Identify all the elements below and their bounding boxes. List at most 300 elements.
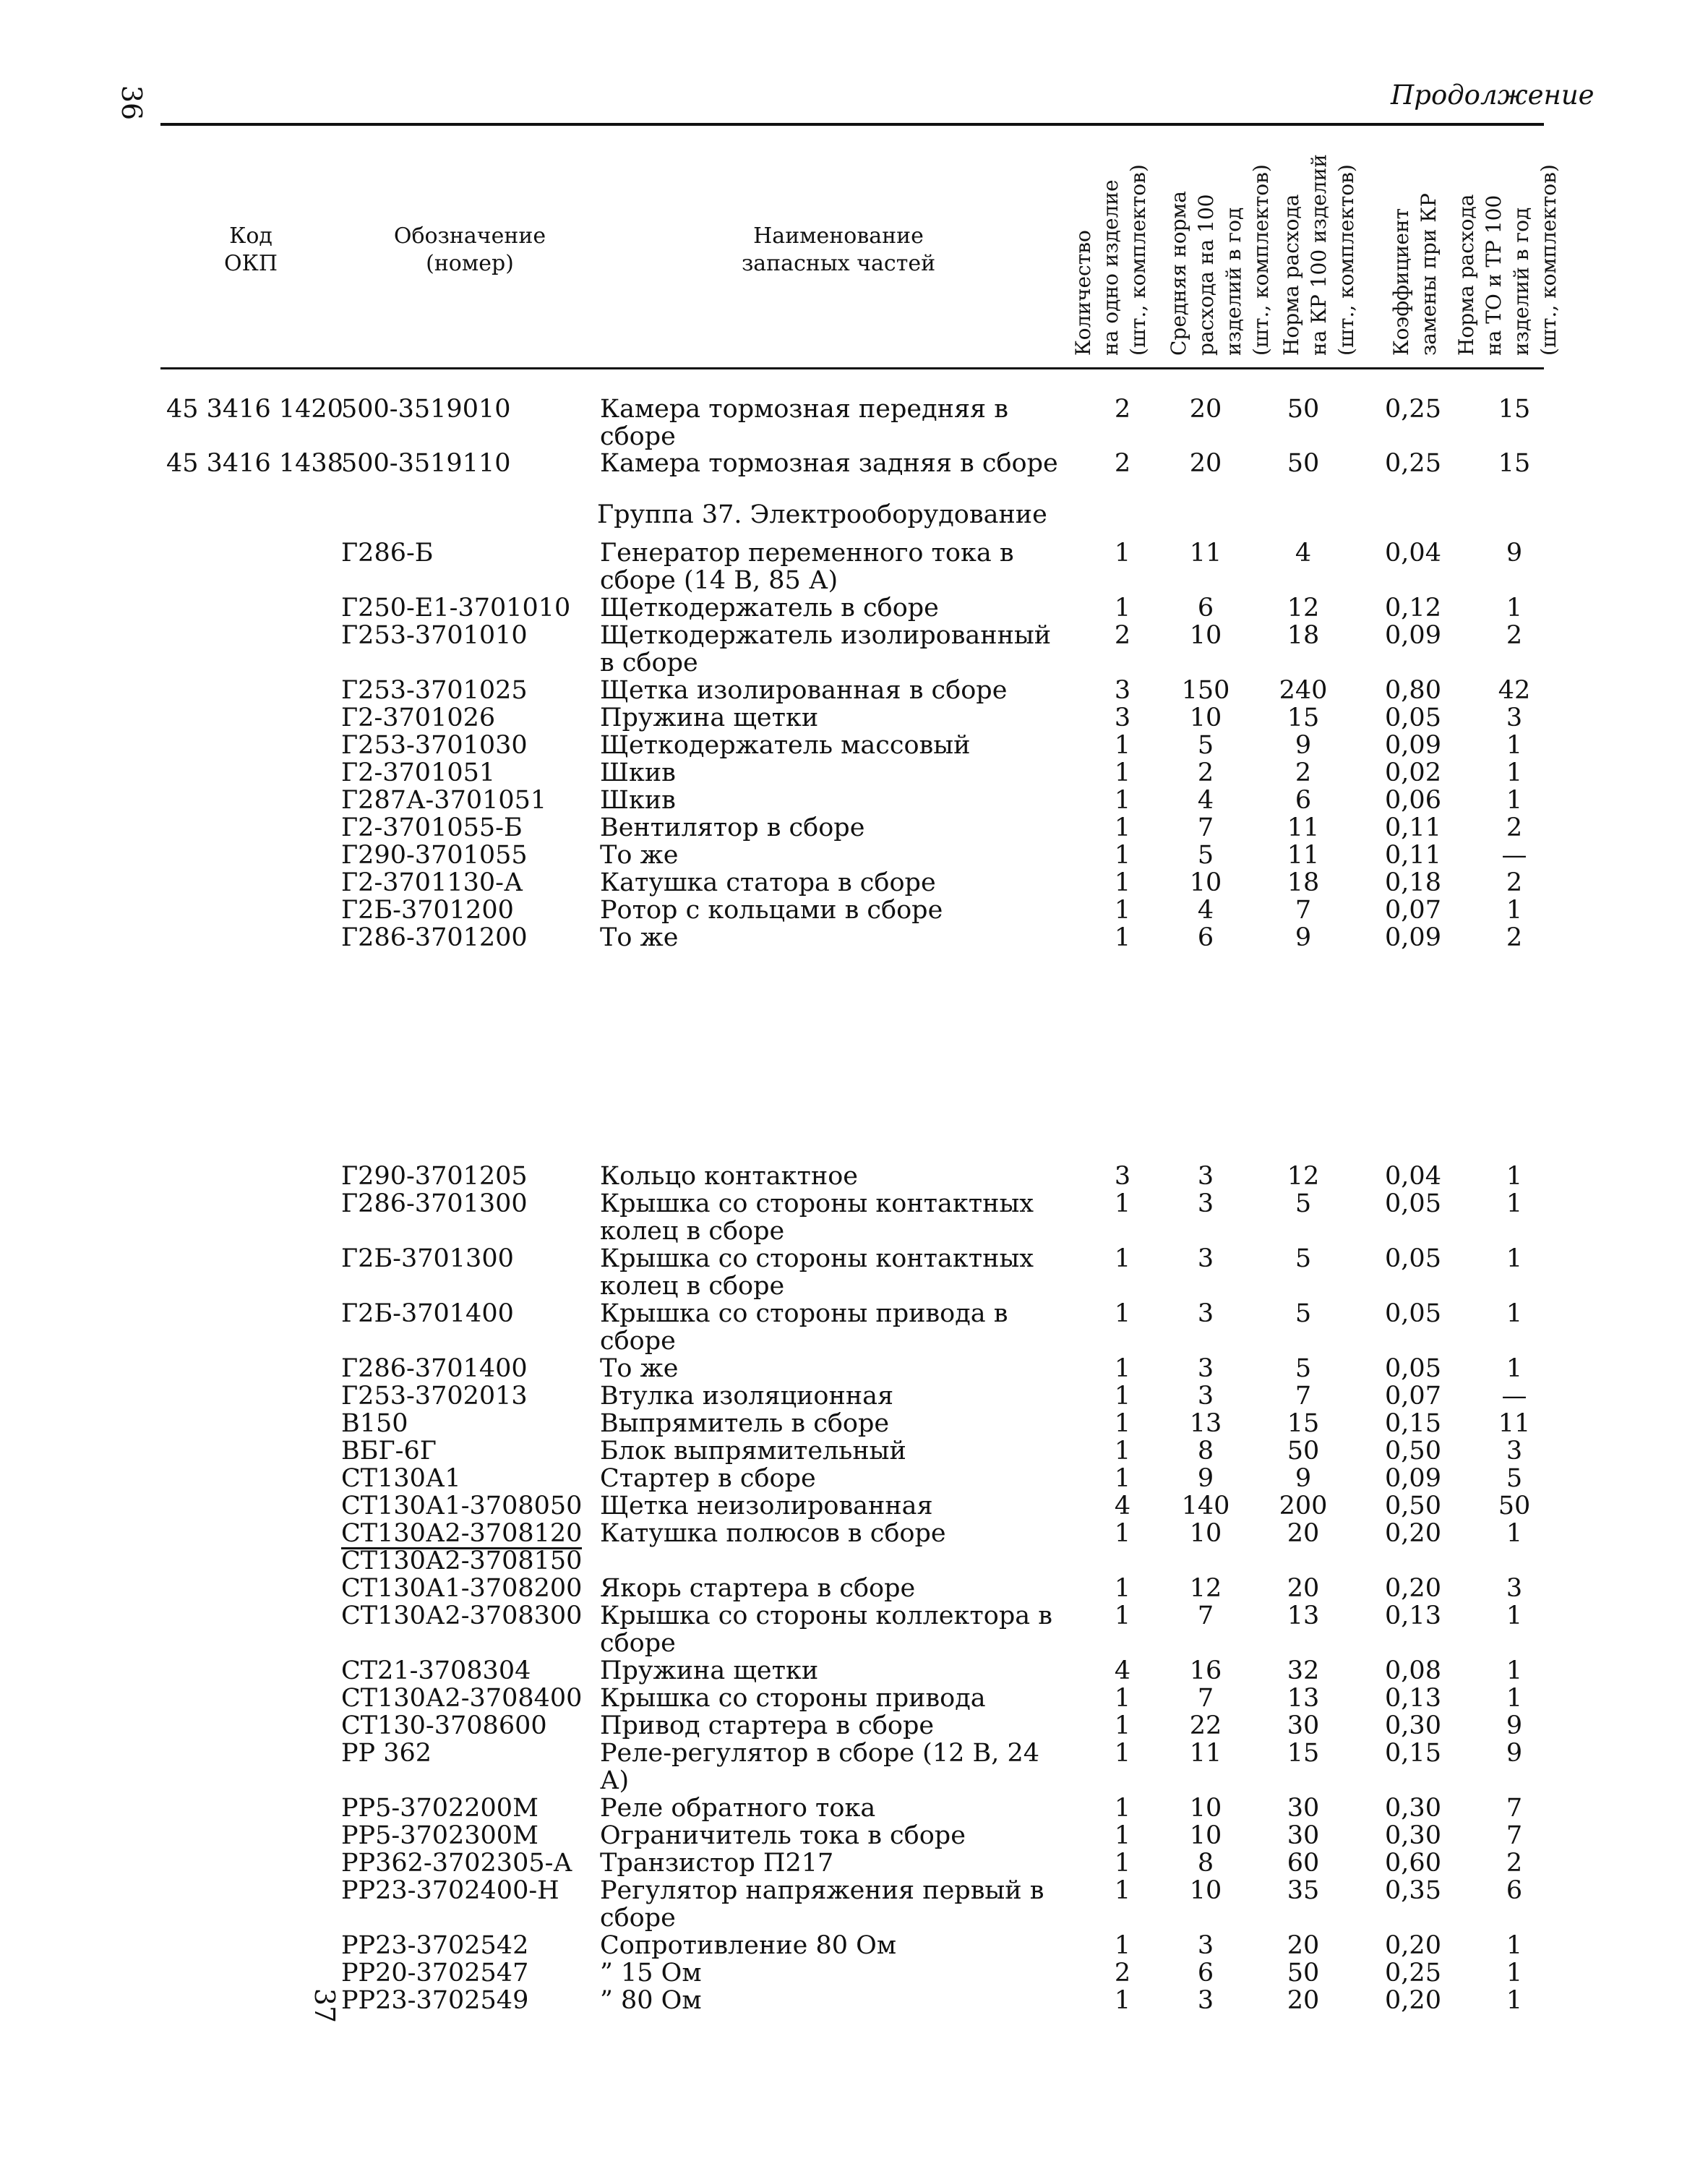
cell-designation: ВБГ-6Г xyxy=(341,1437,437,1466)
cell-name: Крышка со стороны привода xyxy=(600,1684,986,1713)
cell-qty: 1 xyxy=(1114,1299,1131,1328)
cell-kr-norm: 5 xyxy=(1295,1189,1312,1218)
cell-avg-norm: 7 xyxy=(1197,1684,1214,1713)
cell-coef: 0,11 xyxy=(1385,841,1441,870)
cell-kr-norm: 9 xyxy=(1295,923,1312,952)
cell-to-norm: 3 xyxy=(1506,1437,1523,1466)
cell-name: Регулятор напряжения первый в сборе xyxy=(600,1876,1044,1933)
cell-avg-norm: 3 xyxy=(1197,1931,1214,1960)
cell-qty: 1 xyxy=(1114,1601,1131,1630)
cell-name: Втулка изоляционная xyxy=(600,1382,894,1411)
cell-qty: 1 xyxy=(1114,1189,1131,1218)
cell-to-norm: 1 xyxy=(1506,731,1523,760)
cell-avg-norm: 11 xyxy=(1189,1739,1222,1768)
cell-designation: Г2-3701026 xyxy=(341,703,496,732)
cell-to-norm: 7 xyxy=(1506,1794,1523,1823)
cell-avg-norm: 2 xyxy=(1197,758,1214,787)
cell-avg-norm: 11 xyxy=(1189,539,1222,568)
cell-coef: 0,50 xyxy=(1385,1492,1441,1520)
cell-designation: В150 xyxy=(341,1409,408,1438)
cell-name: Якорь стартера в сборе xyxy=(600,1574,916,1603)
cell-designation: СТ130А2-3708400 xyxy=(341,1684,583,1713)
cell-coef: 0,08 xyxy=(1385,1656,1441,1685)
cell-qty: 1 xyxy=(1114,841,1131,870)
cell-kr-norm: 20 xyxy=(1287,1931,1320,1960)
cell-coef: 0,05 xyxy=(1385,1244,1441,1273)
cell-kr-norm: 20 xyxy=(1287,1519,1320,1548)
cell-qty: 1 xyxy=(1114,1821,1131,1850)
cell-name: Выпрямитель в сборе xyxy=(600,1409,890,1438)
cell-coef: 0,09 xyxy=(1385,923,1441,952)
cell-coef: 0,07 xyxy=(1385,1382,1441,1411)
cell-coef: 0,06 xyxy=(1385,786,1441,815)
cell-coef: 0,07 xyxy=(1385,896,1441,925)
header-name-line: запасных частей xyxy=(741,251,936,276)
cell-qty: 1 xyxy=(1114,868,1131,897)
cell-qty: 1 xyxy=(1114,731,1131,760)
cell-to-norm: 1 xyxy=(1506,1656,1523,1685)
cell-coef: 0,05 xyxy=(1385,1189,1441,1218)
header-coef-line: Коэффициент xyxy=(1389,208,1413,356)
header-to-norm-line: изделий в год xyxy=(1509,207,1533,356)
cell-name: Шкив xyxy=(600,758,676,787)
cell-to-norm: 5 xyxy=(1506,1464,1523,1493)
cell-qty: 1 xyxy=(1114,539,1131,568)
cell-kr-norm: 30 xyxy=(1287,1821,1320,1850)
cell-qty: 1 xyxy=(1114,813,1131,842)
cell-designation: РР23-3702542 xyxy=(341,1931,529,1960)
header-avg-norm-line: изделий в год xyxy=(1222,207,1245,356)
cell-avg-norm: 10 xyxy=(1189,703,1222,732)
cell-qty: 1 xyxy=(1114,1876,1131,1905)
cell-name: Транзистор П217 xyxy=(600,1849,834,1878)
cell-coef: 0,11 xyxy=(1385,813,1441,842)
header-avg-norm-line: (шт., комплектов) xyxy=(1249,164,1273,356)
cell-to-norm: 7 xyxy=(1506,1821,1523,1850)
cell-to-norm: 1 xyxy=(1506,1189,1523,1218)
cell-designation: РР362-3702305-А xyxy=(341,1849,572,1878)
header-qty-line: (шт., комплектов) xyxy=(1126,164,1150,356)
cell-kr-norm: 35 xyxy=(1287,1876,1320,1905)
cell-name: Шкив xyxy=(600,786,676,815)
cell-coef: 0,20 xyxy=(1385,1574,1441,1603)
cell-name: То же xyxy=(600,923,679,952)
cell-kr-norm: 240 xyxy=(1279,676,1328,705)
cell-designation: Г287А-3701051 xyxy=(341,786,547,815)
cell-name: Реле-регулятор в сборе (12 В, 24 А) xyxy=(600,1739,1040,1795)
cell-code: 45 3416 1438 xyxy=(166,449,343,478)
cell-name: Стартер в сборе xyxy=(600,1464,816,1493)
cell-qty: 1 xyxy=(1114,1931,1131,1960)
cell-kr-norm: 6 xyxy=(1295,786,1312,815)
cell-coef: 0,04 xyxy=(1385,1162,1441,1191)
cell-qty: 4 xyxy=(1114,1656,1131,1685)
cell-to-norm: 1 xyxy=(1506,786,1523,815)
cell-avg-norm: 10 xyxy=(1189,1519,1222,1548)
header-qty-line: Количество xyxy=(1071,230,1095,356)
cell-qty: 1 xyxy=(1114,1986,1131,2015)
header-to-norm xyxy=(1453,140,1563,356)
cell-coef: 0,04 xyxy=(1385,539,1441,568)
cell-qty: 1 xyxy=(1114,1684,1131,1713)
cell-avg-norm: 3 xyxy=(1197,1986,1214,2015)
header-designation-line: (номер) xyxy=(426,251,514,276)
cell-designation: 500-3519110 xyxy=(341,449,511,478)
cell-qty: 4 xyxy=(1114,1492,1131,1520)
cell-coef: 0,30 xyxy=(1385,1794,1441,1823)
cell-designation: Г250-Е1-3701010 xyxy=(341,594,571,623)
cell-avg-norm: 3 xyxy=(1197,1244,1214,1273)
cell-to-norm: 15 xyxy=(1498,395,1531,424)
cell-kr-norm: 60 xyxy=(1287,1849,1320,1878)
cell-qty: 1 xyxy=(1114,896,1131,925)
cell-to-norm: 1 xyxy=(1506,896,1523,925)
cell-avg-norm: 10 xyxy=(1189,868,1222,897)
cell-kr-norm: 20 xyxy=(1287,1986,1320,2015)
cell-coef: 0,15 xyxy=(1385,1409,1441,1438)
header-to-norm-line: Норма расхода xyxy=(1454,194,1478,356)
cell-avg-norm: 7 xyxy=(1197,1601,1214,1630)
cell-name: Щетка изолированная в сборе xyxy=(600,676,1008,705)
cell-to-norm: 1 xyxy=(1506,1299,1523,1328)
cell-kr-norm: 50 xyxy=(1287,1437,1320,1466)
cell-avg-norm: 5 xyxy=(1197,731,1214,760)
cell-kr-norm: 5 xyxy=(1295,1354,1312,1383)
cell-to-norm: 1 xyxy=(1506,1931,1523,1960)
cell-kr-norm: 50 xyxy=(1287,1959,1320,1988)
cell-kr-norm: 4 xyxy=(1295,539,1312,568)
header-avg-norm xyxy=(1165,142,1275,356)
cell-qty: 1 xyxy=(1114,786,1131,815)
cell-designation: РР5-3702200М xyxy=(341,1794,538,1823)
cell-designation: Г2Б-3701300 xyxy=(341,1244,514,1273)
header-to-norm-line: на ТО и ТР 100 xyxy=(1482,194,1506,356)
header-kr-norm xyxy=(1278,143,1360,356)
cell-avg-norm: 3 xyxy=(1197,1189,1214,1218)
cell-kr-norm: 5 xyxy=(1295,1244,1312,1273)
cell-name: Камера тормозная передняя в сборе xyxy=(600,395,1008,451)
cell-coef: 0,09 xyxy=(1385,731,1441,760)
cell-designation: Г253-3701010 xyxy=(341,621,528,650)
cell-coef: 0,13 xyxy=(1385,1684,1441,1713)
cell-code: 45 3416 1420 xyxy=(166,395,343,424)
cell-kr-norm: 13 xyxy=(1287,1684,1320,1713)
cell-avg-norm: 3 xyxy=(1197,1299,1214,1328)
cell-kr-norm: 11 xyxy=(1287,841,1320,870)
cell-name: Блок выпрямительный xyxy=(600,1437,906,1466)
cell-avg-norm: 6 xyxy=(1197,594,1214,623)
cell-coef: 0,20 xyxy=(1385,1519,1441,1548)
cell-avg-norm: 6 xyxy=(1197,923,1214,952)
cell-designation: СТ130А2-3708120 xyxy=(341,1519,583,1548)
cell-designation: Г286-3701300 xyxy=(341,1189,528,1218)
cell-coef: 0,09 xyxy=(1385,621,1441,650)
cell-avg-norm: 13 xyxy=(1189,1409,1222,1438)
cell-qty: 1 xyxy=(1114,1382,1131,1411)
cell-designation: СТ130А2-3708300 xyxy=(341,1601,583,1630)
cell-qty: 1 xyxy=(1114,923,1131,952)
cell-kr-norm: 13 xyxy=(1287,1601,1320,1630)
cell-qty: 1 xyxy=(1114,1574,1131,1603)
cell-name: Крышка со стороны коллектора в сборе xyxy=(600,1601,1052,1658)
cell-qty: 2 xyxy=(1114,1959,1131,1988)
cell-qty: 1 xyxy=(1114,1711,1131,1740)
cell-designation: Г253-3701030 xyxy=(341,731,528,760)
cell-to-norm: 9 xyxy=(1506,539,1523,568)
header-coef-line: замены при КР xyxy=(1417,193,1441,356)
cell-to-norm: 42 xyxy=(1498,676,1531,705)
cell-coef: 0,25 xyxy=(1385,1959,1441,1988)
cell-name: Крышка со стороны контактных колец в сборе xyxy=(600,1189,1034,1246)
cell-qty: 1 xyxy=(1114,1464,1131,1493)
header-name xyxy=(723,223,954,278)
cell-name: Сопротивление 80 Ом xyxy=(600,1931,897,1960)
cell-to-norm: 1 xyxy=(1506,1959,1523,1988)
cell-qty: 3 xyxy=(1114,703,1131,732)
cell-name: Пружина щетки xyxy=(600,703,819,732)
cell-coef: 0,02 xyxy=(1385,758,1441,787)
cell-designation: Г2-3701055-Б xyxy=(341,813,523,842)
cell-coef: 0,60 xyxy=(1385,1849,1441,1878)
cell-avg-norm: 10 xyxy=(1189,621,1222,650)
cell-kr-norm: 18 xyxy=(1287,868,1320,897)
cell-kr-norm: 200 xyxy=(1279,1492,1328,1520)
group-title: Группа 37. Электрооборудование xyxy=(597,500,1047,529)
page-number-top: 36 xyxy=(116,85,148,121)
cell-designation: Г253-3702013 xyxy=(341,1382,528,1411)
cell-name: То же xyxy=(600,841,679,870)
page-number-bottom: 37 xyxy=(309,1988,341,2024)
cell-coef: 0,25 xyxy=(1385,395,1441,424)
cell-designation: Г2-3701130-А xyxy=(341,868,523,897)
cell-designation: СТ130-3708600 xyxy=(341,1711,547,1740)
cell-designation: СТ21-3708304 xyxy=(341,1656,531,1685)
cell-kr-norm: 15 xyxy=(1287,1739,1320,1768)
cell-to-norm: 1 xyxy=(1506,1519,1523,1548)
cell-to-norm: 2 xyxy=(1506,868,1523,897)
cell-avg-norm: 140 xyxy=(1181,1492,1230,1520)
cell-name: ” 80 Ом xyxy=(600,1986,702,2015)
cell-qty: 2 xyxy=(1114,621,1131,650)
cell-designation: РР20-3702547 xyxy=(341,1959,529,1988)
cell-coef: 0,20 xyxy=(1385,1986,1441,2015)
cell-coef: 0,25 xyxy=(1385,449,1441,478)
header-designation xyxy=(376,223,564,278)
cell-to-norm: 2 xyxy=(1506,923,1523,952)
cell-designation: РР23-3702400-Н xyxy=(341,1876,559,1905)
continuation-label: Продолжение xyxy=(1391,80,1595,111)
cell-name: То же xyxy=(600,1354,679,1383)
cell-designation: Г2-3701051 xyxy=(341,758,496,787)
cell-to-norm: 1 xyxy=(1506,1354,1523,1383)
cell-to-norm: 2 xyxy=(1506,621,1523,650)
cell-kr-norm: 12 xyxy=(1287,594,1320,623)
header-rule xyxy=(160,367,1544,369)
cell-avg-norm: 3 xyxy=(1197,1162,1214,1191)
cell-avg-norm: 20 xyxy=(1189,395,1222,424)
cell-kr-norm: 50 xyxy=(1287,449,1320,478)
cell-qty: 1 xyxy=(1114,1244,1131,1273)
cell-name: Вентилятор в сборе xyxy=(600,813,865,842)
cell-qty: 2 xyxy=(1114,449,1131,478)
cell-designation: Г2Б-3701200 xyxy=(341,896,514,925)
cell-name: Ограничитель тока в сборе xyxy=(600,1821,966,1850)
cell-kr-norm: 15 xyxy=(1287,703,1320,732)
cell-kr-norm: 9 xyxy=(1295,1464,1312,1493)
cell-designation: СТ130А1-3708200 xyxy=(341,1574,583,1603)
cell-coef: 0,50 xyxy=(1385,1437,1441,1466)
cell-designation: СТ130А1 xyxy=(341,1464,461,1493)
cell-qty: 1 xyxy=(1114,1437,1131,1466)
cell-to-norm: 1 xyxy=(1506,1684,1523,1713)
cell-name: Щеткодержатель изолированный в сборе xyxy=(600,621,1052,677)
header-code xyxy=(197,223,305,278)
cell-designation: РР 362 xyxy=(341,1739,432,1768)
header-to-norm-line: (шт., комплектов) xyxy=(1537,164,1561,356)
cell-to-norm: 2 xyxy=(1506,813,1523,842)
cell-avg-norm: 10 xyxy=(1189,1821,1222,1850)
header-code-line: ОКП xyxy=(224,251,278,276)
cell-designation: Г290-3701205 xyxy=(341,1162,528,1191)
cell-coef: 0,13 xyxy=(1385,1601,1441,1630)
cell-coef: 0,20 xyxy=(1385,1931,1441,1960)
cell-to-norm: 1 xyxy=(1506,594,1523,623)
header-qty xyxy=(1070,139,1152,356)
cell-coef: 0,15 xyxy=(1385,1739,1441,1768)
cell-to-norm: 6 xyxy=(1506,1876,1523,1905)
cell-name: Генератор переменного тока в сборе (14 В, 85 А) xyxy=(600,539,1014,595)
cell-to-norm: 9 xyxy=(1506,1739,1523,1768)
cell-designation: Г290-3701055 xyxy=(341,841,528,870)
cell-qty: 1 xyxy=(1114,594,1131,623)
cell-designation: Г2Б-3701400 xyxy=(341,1299,514,1328)
cell-qty: 2 xyxy=(1114,395,1131,424)
header-designation-line: Обозначение xyxy=(393,223,546,249)
cell-avg-norm: 3 xyxy=(1197,1382,1214,1411)
cell-kr-norm: 30 xyxy=(1287,1711,1320,1740)
cell-avg-norm: 6 xyxy=(1197,1959,1214,1988)
cell-avg-norm: 20 xyxy=(1189,449,1222,478)
cell-qty: 1 xyxy=(1114,1409,1131,1438)
cell-coef: 0,05 xyxy=(1385,1299,1441,1328)
cell-kr-norm: 7 xyxy=(1295,896,1312,925)
cell-to-norm: 1 xyxy=(1506,1601,1523,1630)
cell-to-norm: 3 xyxy=(1506,703,1523,732)
header-kr-norm-line: на КР 100 изделий xyxy=(1307,154,1331,356)
header-kr-norm-line: Норма расхода xyxy=(1279,194,1303,356)
cell-designation: РР23-3702549 xyxy=(341,1986,529,2015)
cell-to-norm: 3 xyxy=(1506,1574,1523,1603)
cell-name: Щетка неизолированная xyxy=(600,1492,933,1520)
cell-to-norm: 1 xyxy=(1506,1986,1523,2015)
cell-kr-norm: 50 xyxy=(1287,395,1320,424)
cell-avg-norm: 150 xyxy=(1181,676,1230,705)
header-code-line: Код xyxy=(229,223,272,249)
cell-name: Катушка статора в сборе xyxy=(600,868,936,897)
cell-coef: 0,18 xyxy=(1385,868,1441,897)
cell-to-norm: 1 xyxy=(1506,1244,1523,1273)
cell-kr-norm: 11 xyxy=(1287,813,1320,842)
cell-coef: 0,80 xyxy=(1385,676,1441,705)
cell-qty: 1 xyxy=(1114,1794,1131,1823)
cell-avg-norm: 16 xyxy=(1189,1656,1222,1685)
cell-designation: РР5-3702300М xyxy=(341,1821,538,1850)
cell-name: Катушка полюсов в сборе xyxy=(600,1519,946,1548)
cell-avg-norm: 8 xyxy=(1197,1849,1214,1878)
cell-kr-norm: 2 xyxy=(1295,758,1312,787)
cell-avg-norm: 12 xyxy=(1189,1574,1222,1603)
cell-qty: 3 xyxy=(1114,676,1131,705)
cell-coef: 0,09 xyxy=(1385,1464,1441,1493)
cell-name: Крышка со стороны привода в сборе xyxy=(600,1299,1008,1356)
cell-kr-norm: 32 xyxy=(1287,1656,1320,1685)
cell-name: ” 15 Ом xyxy=(600,1959,702,1988)
cell-designation: Г286-3701400 xyxy=(341,1354,528,1383)
cell-name: Кольцо контактное xyxy=(600,1162,859,1191)
cell-name: Привод стартера в сборе xyxy=(600,1711,935,1740)
cell-avg-norm: 10 xyxy=(1189,1876,1222,1905)
cell-designation: Г286-3701200 xyxy=(341,923,528,952)
cell-to-norm: 2 xyxy=(1506,1849,1523,1878)
cell-coef: 0,12 xyxy=(1385,594,1441,623)
cell-name: Камера тормозная задняя в сборе xyxy=(600,449,1058,478)
cell-kr-norm: 12 xyxy=(1287,1162,1320,1191)
cell-to-norm: 1 xyxy=(1506,758,1523,787)
cell-kr-norm: 9 xyxy=(1295,731,1312,760)
cell-coef: 0,05 xyxy=(1385,1354,1441,1383)
cell-to-norm: — xyxy=(1501,841,1527,870)
cell-coef: 0,35 xyxy=(1385,1876,1441,1905)
cell-to-norm: 15 xyxy=(1498,449,1531,478)
cell-kr-norm: 30 xyxy=(1287,1794,1320,1823)
cell-designation: Г253-3701025 xyxy=(341,676,528,705)
cell-avg-norm: 4 xyxy=(1197,786,1214,815)
cell-name: Щеткодержатель массовый xyxy=(600,731,971,760)
header-coef xyxy=(1388,182,1443,356)
cell-qty: 1 xyxy=(1114,1519,1131,1548)
cell-to-norm: 11 xyxy=(1498,1409,1531,1438)
header-avg-norm-line: расхода на 100 xyxy=(1194,194,1218,356)
cell-avg-norm: 10 xyxy=(1189,1794,1222,1823)
cell-name: Ротор с кольцами в сборе xyxy=(600,896,943,925)
cell-qty: 3 xyxy=(1114,1162,1131,1191)
cell-avg-norm: 5 xyxy=(1197,841,1214,870)
header-avg-norm-line: Средняя норма xyxy=(1167,191,1190,356)
top-rule xyxy=(160,123,1544,126)
header-kr-norm-line: (шт., комплектов) xyxy=(1334,164,1358,356)
cell-avg-norm: 7 xyxy=(1197,813,1214,842)
cell-qty: 1 xyxy=(1114,1739,1131,1768)
cell-kr-norm: 18 xyxy=(1287,621,1320,650)
cell-designation: СТ130А2-3708150 xyxy=(341,1546,583,1575)
cell-to-norm: 1 xyxy=(1506,1162,1523,1191)
cell-kr-norm: 7 xyxy=(1295,1382,1312,1411)
cell-qty: 1 xyxy=(1114,1849,1131,1878)
cell-kr-norm: 15 xyxy=(1287,1409,1320,1438)
cell-designation: СТ130А1-3708050 xyxy=(341,1492,583,1520)
cell-qty: 1 xyxy=(1114,758,1131,787)
header-name-line: Наименование xyxy=(753,223,924,249)
cell-designation: Г286-Б xyxy=(341,539,434,568)
cell-kr-norm: 20 xyxy=(1287,1574,1320,1603)
cell-coef: 0,30 xyxy=(1385,1711,1441,1740)
cell-to-norm: — xyxy=(1501,1382,1527,1411)
cell-avg-norm: 8 xyxy=(1197,1437,1214,1466)
cell-name: Пружина щетки xyxy=(600,1656,819,1685)
cell-coef: 0,05 xyxy=(1385,703,1441,732)
cell-avg-norm: 4 xyxy=(1197,896,1214,925)
cell-coef: 0,30 xyxy=(1385,1821,1441,1850)
